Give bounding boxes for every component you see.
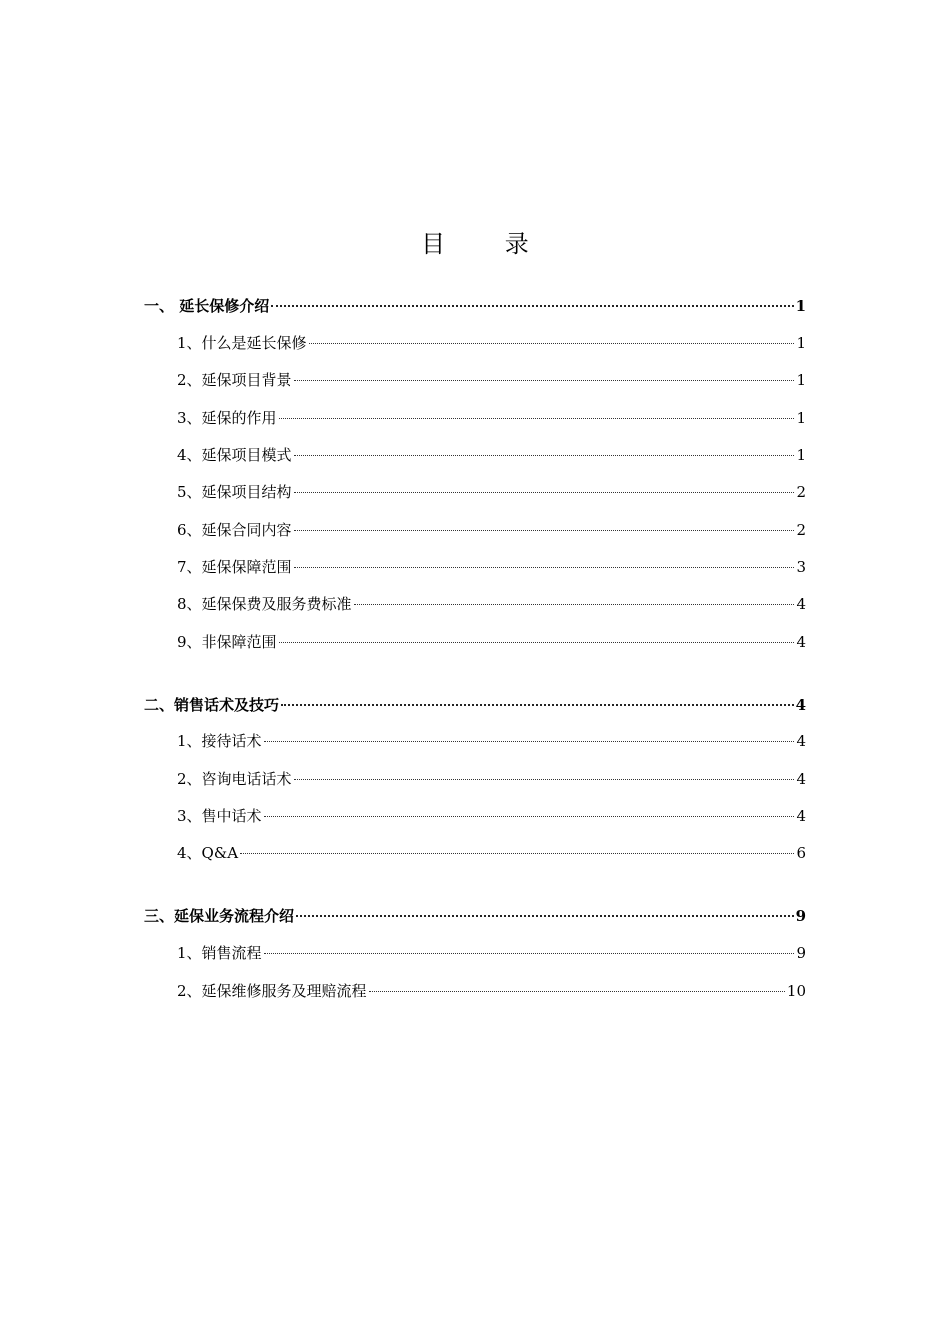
toc-section-label: 一、 延长保修介绍: [144, 297, 270, 315]
dot-leader: [296, 915, 794, 917]
dot-leader: [294, 779, 795, 780]
toc-page-number: 1: [796, 334, 806, 352]
toc-item[interactable]: [177, 369, 806, 391]
toc-item-label: 2、咨询电话话术: [177, 770, 292, 788]
toc-item-label: 3、延保的作用: [177, 409, 277, 427]
dot-leader: [309, 343, 795, 344]
toc-item-label: 1、接待话术: [177, 732, 262, 750]
dot-leader: [294, 492, 795, 493]
toc-item-label: 7、延保保障范围: [177, 558, 292, 576]
toc-item-label: 9、非保障范围: [177, 633, 277, 651]
toc-item[interactable]: [177, 942, 806, 964]
toc-page-number: 2: [796, 483, 806, 501]
toc-title: 目 录: [421, 230, 555, 258]
toc-item-label: 3、售中话术: [177, 807, 262, 825]
toc-page-number: 4: [795, 696, 806, 714]
dot-leader: [294, 530, 795, 531]
toc-page-number: 1: [795, 297, 806, 315]
toc-item[interactable]: [177, 980, 806, 1002]
toc-item-label: 6、延保合同内容: [177, 521, 292, 539]
dot-leader: [279, 642, 795, 643]
toc-section-3[interactable]: [144, 905, 806, 927]
toc-item-label: 8、延保保费及服务费标准: [177, 595, 352, 613]
toc-item-label: 5、延保项目结构: [177, 483, 292, 501]
toc-section-2[interactable]: [144, 694, 806, 716]
toc-page-number: 9: [795, 907, 806, 925]
toc-item[interactable]: [177, 842, 806, 864]
dot-leader: [264, 953, 795, 954]
toc-page-number: 10: [786, 982, 806, 1000]
toc-item[interactable]: [177, 593, 806, 615]
toc-item[interactable]: [177, 805, 806, 827]
toc-page-number: 4: [796, 595, 806, 613]
dot-leader: [271, 305, 793, 307]
toc-page-number: 1: [796, 446, 806, 464]
toc-item[interactable]: [177, 481, 806, 503]
dot-leader: [294, 567, 795, 568]
toc-item[interactable]: [177, 768, 806, 790]
toc-item[interactable]: [177, 556, 806, 578]
toc-item[interactable]: [177, 332, 806, 354]
toc-page-number: 3: [796, 558, 806, 576]
toc-item[interactable]: [177, 519, 806, 541]
toc-page-number: 4: [796, 770, 806, 788]
toc-section-1[interactable]: [144, 295, 806, 317]
dot-leader: [281, 704, 794, 706]
toc-page-number: 1: [796, 371, 806, 389]
dot-leader: [369, 991, 785, 992]
toc-item-label: 1、什么是延长保修: [177, 334, 307, 352]
dot-leader: [279, 418, 795, 419]
toc-item-label: 2、延保维修服务及理赔流程: [177, 982, 367, 1000]
toc-item[interactable]: [177, 631, 806, 653]
toc-page-number: 4: [796, 732, 806, 750]
toc-item[interactable]: [177, 444, 806, 466]
toc-item-label: 4、延保项目模式: [177, 446, 292, 464]
dot-leader: [294, 455, 795, 456]
dot-leader: [264, 816, 795, 817]
toc-page-number: 4: [796, 807, 806, 825]
toc-page-number: 9: [796, 944, 806, 962]
toc-section-label: 三、延保业务流程介绍: [144, 907, 295, 925]
toc-item[interactable]: [177, 407, 806, 429]
toc-item-label: 2、延保项目背景: [177, 371, 292, 389]
dot-leader: [240, 853, 794, 854]
dot-leader: [264, 741, 795, 742]
toc-page-number: 2: [796, 521, 806, 539]
toc-item-label: 1、销售流程: [177, 944, 262, 962]
toc-item-label: 4、Q&A: [177, 844, 239, 862]
toc-item[interactable]: [177, 730, 806, 752]
dot-leader: [294, 380, 795, 381]
toc-page-number: 1: [796, 409, 806, 427]
dot-leader: [354, 604, 795, 605]
toc-section-label: 二、销售话术及技巧: [144, 696, 280, 714]
toc-page-number: 6: [796, 844, 806, 862]
toc-page-number: 4: [796, 633, 806, 651]
